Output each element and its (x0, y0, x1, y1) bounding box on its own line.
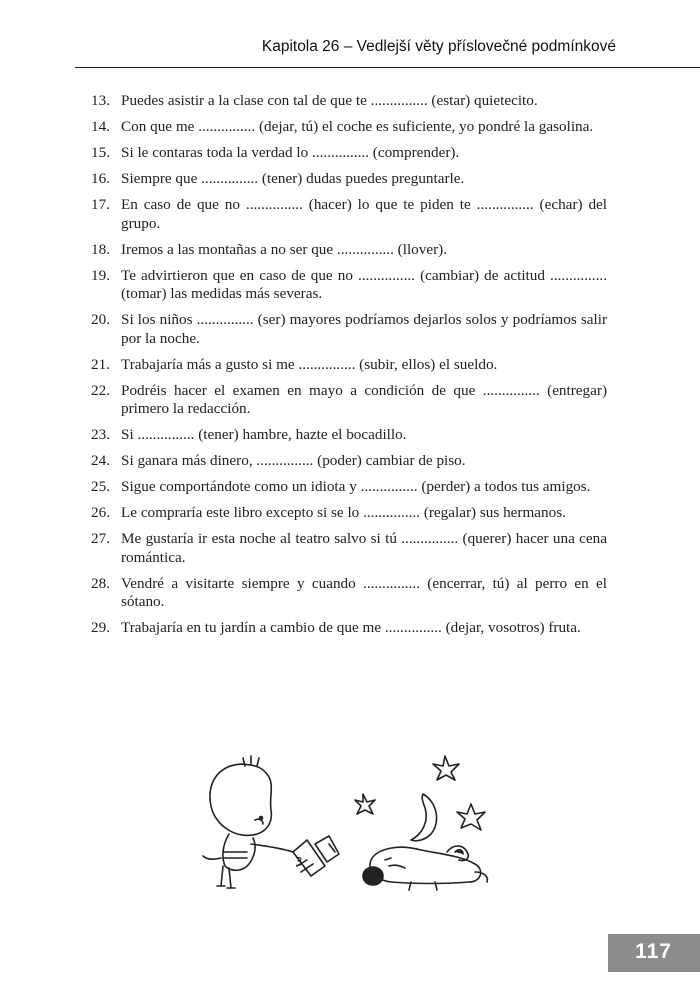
page-number: 117 (635, 940, 672, 963)
exercise-number: 24. (91, 452, 110, 469)
exercise-item-20 (91, 311, 607, 348)
exercise-number: 29. (91, 619, 110, 636)
exercise-item-19 (91, 267, 607, 304)
exercise-item-25 (91, 478, 607, 497)
svg-text:3: 3 (295, 855, 303, 869)
chapter-title: Kapitola 26 – Vedlejší věty příslovečné podmínkové (261, 38, 616, 55)
exercise-number: 18. (91, 240, 110, 258)
exercise-text: Te advirtieron que en caso de que no ............... (cambiar) de actitud ............... (tomar) las medidas más severas. (121, 266, 607, 302)
exercise-item-29 (91, 619, 607, 638)
exercise-number: 17. (91, 196, 110, 213)
exercise-text: Trabajaría en tu jardín a cambio de que me ............... (dejar, vosotros) fruta. (121, 619, 581, 636)
exercise-text: Vendré a visitarte siempre y cuando ............... (encerrar, tú) al perro en el sótano. (121, 574, 607, 610)
exercise-text: Si ............... (tener) hambre, hazte el bocadillo. (121, 426, 407, 443)
star-icon (433, 756, 459, 780)
exercise-number: 21. (91, 355, 110, 373)
moon-icon (411, 794, 437, 841)
exercise-item-15 (91, 144, 607, 163)
exercise-number: 28. (91, 574, 110, 592)
exercise-text: En caso de que no ............... (hacer) lo que te piden te ............... (echar) del grupo. (121, 196, 607, 232)
exercise-number: 22. (91, 381, 110, 399)
exercise-item-13 (91, 92, 607, 111)
exercise-number: 16. (91, 170, 110, 187)
exercise-item-17 (91, 196, 607, 233)
exercise-text: Trabajaría más a gusto si me ............... (subir, ellos) el sueldo. (121, 355, 498, 373)
exercise-text: Le compraría este libro excepto si se lo ............... (regalar) sus hermanos. (121, 504, 566, 521)
exercise-item-21 (91, 356, 607, 375)
exercise-number: 15. (91, 144, 110, 161)
exercise-item-22 (91, 382, 607, 419)
exercise-item-18 (91, 241, 607, 260)
exercise-text: Sigue comportándote como un idiota y ............... (perder) a todos tus amigos. (121, 478, 591, 495)
exercise-text: Iremos a las montañas a no ser que ............... (llover). (121, 240, 448, 258)
night-sky-decoration (355, 756, 485, 841)
exercise-number: 26. (91, 504, 110, 521)
exercise-text: Me gustaría ir esta noche al teatro salvo si tú ............... (querer) hacer una cena romántica. (121, 530, 607, 566)
exercise-text: Si le contaras toda la verdad lo ............... (comprender). (121, 144, 460, 161)
exercise-item-26 (91, 504, 607, 523)
exercise-item-24 (91, 452, 607, 471)
dog-figure (363, 846, 487, 890)
exercise-item-27 (91, 530, 607, 567)
exercise-number: 14. (91, 118, 110, 135)
exercise-number: 20. (91, 311, 110, 328)
exercise-text: Siempre que ............... (tener) dudas puedes preguntarle. (121, 170, 465, 187)
exercise-number: 13. (91, 92, 110, 109)
exercise-item-28 (91, 575, 607, 612)
exercise-text: Podréis hacer el examen en mayo a condición de que ............... (entregar) primero la redacción. (121, 381, 607, 417)
exercise-item-23 (91, 426, 607, 445)
exercise-number: 27. (91, 530, 110, 547)
exercise-text: Con que me ............... (dejar, tú) el coche es suficiente, yo pondré la gasolina. (121, 118, 594, 135)
exercise-item-14 (91, 118, 607, 137)
boy-figure (203, 756, 339, 888)
exercise-text: Si los niños ............... (ser) mayores podríamos dejarlos solos y podríamos salir por la noche. (121, 311, 607, 347)
exercise-item-16 (91, 170, 607, 189)
exercise-number: 23. (91, 426, 110, 443)
page-number-badge (608, 934, 700, 972)
chapter-header (75, 0, 700, 68)
star-icon (355, 794, 375, 814)
cartoon-illustration (185, 748, 505, 908)
exercise-text: Si ganara más dinero, ............... (poder) cambiar de piso. (121, 452, 466, 469)
exercise-number: 25. (91, 478, 110, 495)
exercise-text: Puedes asistir a la clase con tal de que te ............... (estar) quietecito. (121, 92, 538, 109)
exercise-number: 19. (91, 266, 110, 284)
exercise-list (91, 92, 607, 645)
star-icon (457, 804, 485, 830)
